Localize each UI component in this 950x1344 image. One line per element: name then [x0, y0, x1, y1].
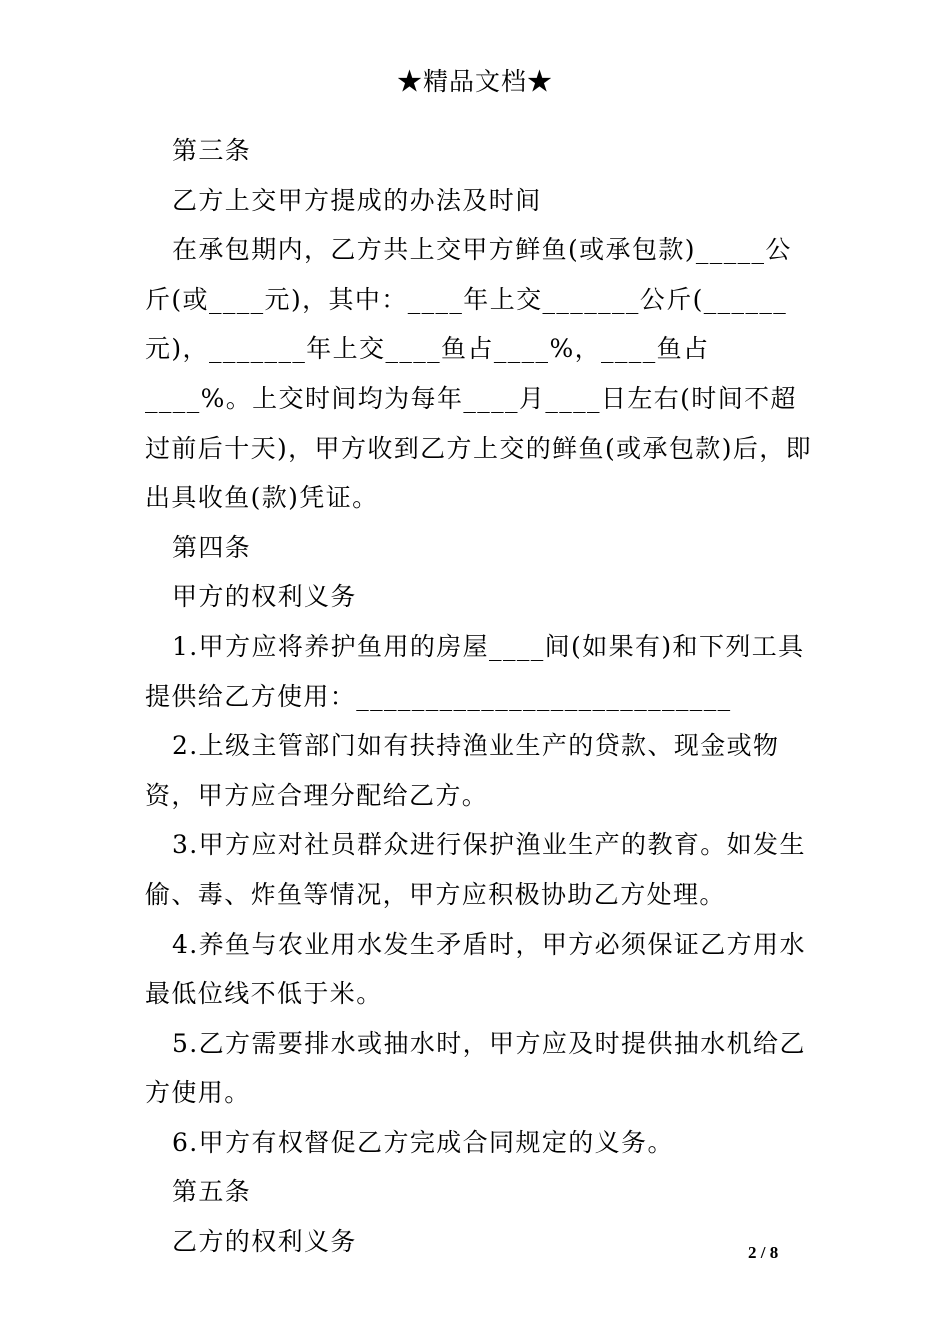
article-4-item-6: 6.甲方有权督促乙方完成合同规定的义务。: [172, 1127, 674, 1157]
article-4-title: 甲方的权利义务: [172, 582, 357, 612]
article-4-item-3: 3.甲方应对社员群众进行保护渔业生产的教育。如发生偷、毒、炸鱼等情况，甲方应积极协助乙方处理。: [145, 830, 806, 909]
article-4-item-4: 4.养鱼与农业用水发生矛盾时，甲方必须保证乙方用水最低位线不低于米。: [145, 929, 806, 1009]
article-3-body: 在承包期内，乙方共上交甲方鲜鱼(或承包款)_____公斤(或____元)，其中：____年上交_______公斤(______元)，_______年上交____鱼占____%，____鱼占____%。上交时间均为每年____月____日左右(时间不超过前后十天)，甲方收到乙方上交的鲜鱼(或承包款)后，即出具收鱼(款)凭证。: [145, 235, 813, 513]
page-number: 2 / 8: [748, 1243, 779, 1262]
article-5-heading: 第五条: [172, 1177, 252, 1207]
article-3-title: 乙方上交甲方提成的办法及时间: [172, 185, 542, 215]
document-header: ★精品文档★: [396, 67, 553, 96]
article-4-item-1: 1.甲方应将养护鱼用的房屋____间(如果有)和下列工具提供给乙方使用：___________________________: [145, 631, 805, 711]
article-4-heading: 第四条: [172, 532, 252, 562]
article-5-title: 乙方的权利义务: [172, 1227, 357, 1257]
article-4-item-2: 2.上级主管部门如有扶持渔业生产的贷款、现金或物资，甲方应合理分配给乙方。: [145, 731, 780, 810]
document-body: [145, 126, 815, 1267]
article-3-heading: 第三条: [172, 136, 252, 165]
article-4-item-5: 5.乙方需要排水或抽水时，甲方应及时提供抽水机给乙方使用。: [145, 1028, 806, 1108]
